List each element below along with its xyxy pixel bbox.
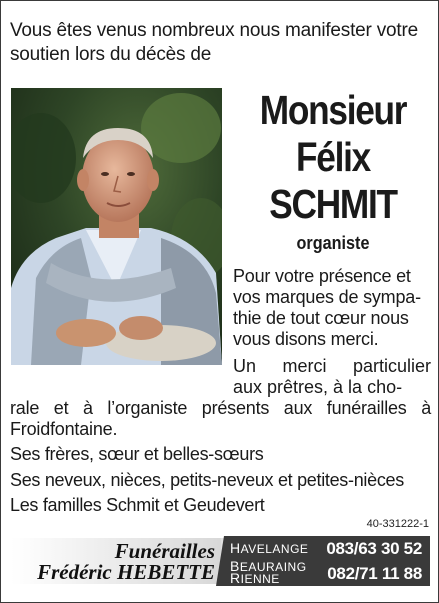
phone-havelange: 083/63 30 52 — [326, 539, 422, 558]
location-rest: AVELANGE — [240, 542, 309, 556]
thanks-line-3: thie de tout cœur nous — [233, 308, 409, 328]
deceased-first-name: Félix — [296, 134, 370, 180]
word: présents — [201, 398, 270, 418]
word: à — [421, 398, 431, 418]
word: funérailles — [326, 398, 407, 418]
word: à — [82, 398, 93, 418]
special-word-3: particulier — [352, 356, 431, 376]
thanks-line-4: vous disons merci. — [233, 329, 379, 349]
family-line-2: Ses neveux, nièces, petits-neveux et petites-nièces — [10, 470, 404, 490]
company-name-line-1: Funérailles — [114, 539, 215, 563]
deceased-role: organiste — [296, 233, 370, 253]
family-line-1: Ses frères, sœur et belles-sœurs — [10, 444, 264, 464]
special-thanks-end — [10, 398, 431, 440]
special-thanks-line-2: aux prêtres, à la cho- — [233, 377, 403, 397]
intro-text — [10, 19, 434, 67]
word: et — [53, 398, 69, 418]
reference-number: 40-331222-1 — [366, 518, 429, 530]
deceased-name — [244, 87, 423, 228]
family-line-3: Les familles Schmit et Geudevert — [10, 495, 265, 515]
location-rest: EAURAING — [239, 560, 307, 574]
deceased-title: Monsieur — [259, 87, 407, 133]
thanks-paragraph — [233, 266, 431, 350]
thanks-line-1: Pour votre présence et — [233, 266, 411, 286]
word: rale — [10, 398, 40, 418]
funeral-home-banner — [11, 532, 430, 592]
special-word-2: merci — [282, 356, 327, 376]
word: l’organiste — [107, 398, 188, 418]
special-word-1: Un — [233, 356, 257, 376]
deceased-last-name: SCHMIT — [269, 181, 397, 227]
company-name-line-2: Frédéric HEBETTE — [37, 560, 215, 584]
location-rest: IENNE — [240, 572, 280, 586]
intro-line-1: Vous êtes venus nombreux nous manifester votre — [10, 20, 418, 41]
special-thanks-line-4: Froidfontaine. — [10, 419, 118, 439]
special-thanks-line-3 — [10, 398, 431, 419]
portrait-photo — [11, 88, 222, 365]
location-initial: R — [230, 570, 241, 586]
phone-beauraing-rienne: 082/71 11 88 — [327, 564, 422, 583]
thanks-line-2: vos marques de sympa- — [233, 287, 421, 307]
location-initial: H — [230, 540, 241, 556]
intro-line-2: soutien lors du décès de — [10, 44, 212, 65]
word: aux — [283, 398, 313, 418]
location-havelange — [230, 542, 308, 556]
special-thanks-start — [233, 356, 431, 398]
location-rienne — [230, 572, 280, 586]
location-initial: B — [230, 558, 240, 574]
special-thanks-line-1 — [233, 356, 431, 377]
